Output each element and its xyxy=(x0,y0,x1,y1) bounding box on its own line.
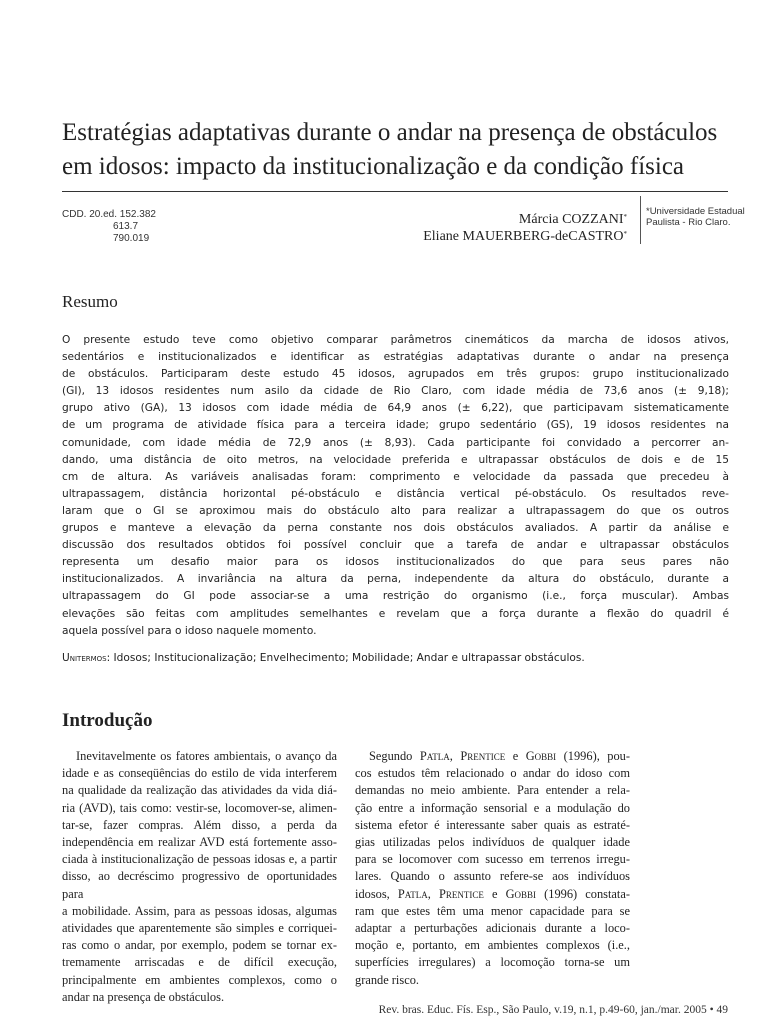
abstract-line: elevações são feitas com amplitudes semelhantes e revelam que a força durante a flexão do quadril é xyxy=(62,607,729,620)
cite-sep: , xyxy=(427,886,439,901)
abstract-line: dando, uma distância de oito metros, na velocidade preferida e ultrapassar obstáculos de dois e de 15 xyxy=(62,453,729,466)
abstract-line: grupos e manteve a elevação da perna constante nos dois obstáculos avaliados. A partir da análise e xyxy=(62,522,729,535)
abstract-line: grupo ativo (GA), 13 idosos com idade média de 64,9 anos (± 6,22), que participavam sistematicamente xyxy=(62,402,729,415)
title-rule xyxy=(62,191,728,192)
intro-right-line: demandas no meio ambiente. Para entender a rela- xyxy=(355,783,630,798)
intro-right-line: cos estudos têm relacionado o andar do idoso com xyxy=(355,766,630,781)
abstract-body xyxy=(62,332,729,640)
intro-left-column xyxy=(62,748,337,1006)
intro-right-line: ram que estes têm uma menor capacidade para se xyxy=(355,903,630,918)
intro-left-line: andar na presença de obstáculos. xyxy=(62,989,225,1004)
abstract-line: ultrapassagem, distância horizontal pé-obstáculo e distância vertical pé-obstáculo. Os resultados reve- xyxy=(62,487,729,500)
author-2-name: Eliane MAUERBERG-deCASTRO xyxy=(423,229,624,244)
abstract-line: laram que o GI se aproximou mais do obstáculo alto para realizar a ultrapassagem do que os outros xyxy=(62,504,729,517)
abstract-line: de um programa de atividade física para a terceira idade; grupo sedentário (GS), 19 idosos residentes na xyxy=(62,419,729,432)
abstract-line: comunidade, com idade média de 72,9 anos (± 8,93). Cada participante foi convidado a percorrer an- xyxy=(62,436,729,449)
cdd-classification xyxy=(62,209,156,245)
author-2-marker: * xyxy=(623,230,627,238)
cite-post: (1996), pou- xyxy=(556,749,630,763)
abstract-line: sedentários e institucionalizados e identificar as estratégias adaptativas durante o andar na presença xyxy=(62,351,729,364)
intro-left-line: Inevitavelmente os fatores ambientais, o avanço da xyxy=(76,749,337,763)
intro-right-line: gias utilizadas pelos indivíduos de qualquer idade xyxy=(355,835,630,850)
title-line-2: em idosos: impacto da institucionalização e da condição física xyxy=(62,153,685,180)
author-1-marker: * xyxy=(623,213,627,221)
cite-author-gobbi: Gobbi xyxy=(525,749,557,763)
cite-author-prentice: Prentice xyxy=(460,749,506,763)
intro-right-line: adaptar a perturbações adicionais durante a loco- xyxy=(355,921,630,936)
author-1-name: Márcia COZZANI xyxy=(518,212,624,227)
abstract-line: ultrapassagem do GI pode associar-se a uma restrição do organismo (i.e., força muscular). Ambas xyxy=(62,590,729,603)
intro-left-line: tremamente arriscadas e de difícil execução, xyxy=(62,955,337,970)
abstract-line: (GI), 13 idosos residentes num asilo da cidade de Rio Claro, com idade média de 73,6 anos (± 9,18); xyxy=(62,385,729,398)
keywords-text: : Idosos; Institucionalização; Envelhecimento; Mobilidade; Andar e ultrapassar obstáculos. xyxy=(106,652,585,664)
abstract-line: representa um desafio maior para os idosos institucionalizados do que para seus pares não xyxy=(62,556,729,569)
intro-right-line-citation xyxy=(355,886,630,903)
cite-pre: idosos, xyxy=(355,886,398,901)
cite-author-gobbi: Gobbi xyxy=(505,886,537,901)
journal-footer: Rev. bras. Educ. Fís. Esp., São Paulo, v.19, n.1, p.49-60, jan./mar. 2005 • 49 xyxy=(378,1004,728,1016)
keywords xyxy=(62,651,585,665)
abstract-line: aquela possível para o idoso naquele momento. xyxy=(62,624,317,637)
cite-author-prentice: Prentice xyxy=(438,886,484,901)
intro-left-line: independência em realizar AVD está fortemente asso- xyxy=(62,835,337,850)
intro-left-line: idade e as conseqüências do estilo de vida interferem xyxy=(62,766,337,781)
affiliation-divider xyxy=(640,196,641,244)
cite-author-patla: Patla xyxy=(397,886,428,901)
cdd-line-2: 613.7 xyxy=(113,221,139,232)
intro-right-line: grande risco. xyxy=(355,972,419,987)
intro-left-line: principalmente em ambientes complexos, como o xyxy=(62,972,337,987)
abstract-line: cm de altura. As variáveis analisadas foram: comprimento e velocidade da passada que precedeu à xyxy=(62,470,729,483)
intro-right-line: sistema efetor é interessante saber quais as estraté- xyxy=(355,817,630,832)
intro-right-column xyxy=(355,748,630,989)
keywords-label: Unitermos xyxy=(62,652,107,664)
intro-right-line: lares. Quando o assunto refere-se aos indivíduos xyxy=(355,869,630,884)
intro-left-line: na qualidade da realização das atividades da vida diá- xyxy=(62,783,337,798)
intro-left-line: ras como o andar, por exemplo, podem se tornar ex- xyxy=(62,938,337,953)
intro-left-line: tar-se, fazer compras. Além disso, a perda da xyxy=(62,817,337,832)
intro-left-line: atividades que aparentemente são simples e corriquei- xyxy=(62,921,337,936)
intro-right-line: ção entre a informação sensorial e a modulação do xyxy=(355,800,630,815)
cite-sep: e xyxy=(483,886,506,901)
abstract-line: O presente estudo teve como objetivo comparar parâmetros cinemáticos da marcha de idosos ativos, xyxy=(62,334,729,346)
cite-pre: Segundo xyxy=(369,749,420,763)
intro-right-line: moção e, portanto, em ambientes complexos (i.e., xyxy=(355,938,630,953)
cite-sep: e xyxy=(505,749,526,763)
cdd-line-3: 790.019 xyxy=(113,233,150,244)
title-line-1: Estratégias adaptativas durante o andar na presença de obstáculos xyxy=(62,119,718,146)
intro-left-line: a mobilidade. Assim, para as pessoas idosas, algumas xyxy=(62,903,337,918)
author-1 xyxy=(423,211,627,228)
cite-author-patla: Patla xyxy=(419,749,450,763)
affiliation-note: *Universidade Estadual Paulista - Rio Claro. xyxy=(646,206,745,228)
cite-post: (1996) constata- xyxy=(536,886,630,901)
author-2 xyxy=(423,228,627,245)
cite-sep: , xyxy=(449,749,461,763)
abstract-line: de obstáculos. Participaram deste estudo 45 idosos, agrupados em três grupos: grupo institucionalizado xyxy=(62,368,729,381)
resumo-heading: Resumo xyxy=(62,292,118,311)
author-list xyxy=(423,211,627,245)
intro-right-line-citation xyxy=(355,748,630,765)
abstract-line: institucionalizados. A invariância na altura da perna, independente da altura do obstáculo, durante a xyxy=(62,573,729,586)
introducao-heading: Introdução xyxy=(62,710,153,731)
intro-right-line: para se locomover com sucesso em terrenos irregu- xyxy=(355,852,630,867)
intro-left-line: ciada à institucionalização de pessoas idosas e, a partir xyxy=(62,852,337,867)
intro-right-line: superfícies irregulares) a locomoção torna-se um xyxy=(355,955,630,970)
abstract-line: discussão dos resultados obtidos foi possível concluir que a tarefa de andar e ultrapassar obstáculos xyxy=(62,539,729,552)
intro-left-line: ria (AVD), tais como: vestir-se, locomover-se, alimen- xyxy=(62,800,337,815)
cdd-line-1: CDD. 20.ed. 152.382 xyxy=(62,209,156,220)
intro-left-line: disso, ao decréscimo progressivo de oportunidades para xyxy=(62,869,337,901)
article-title xyxy=(62,116,742,184)
